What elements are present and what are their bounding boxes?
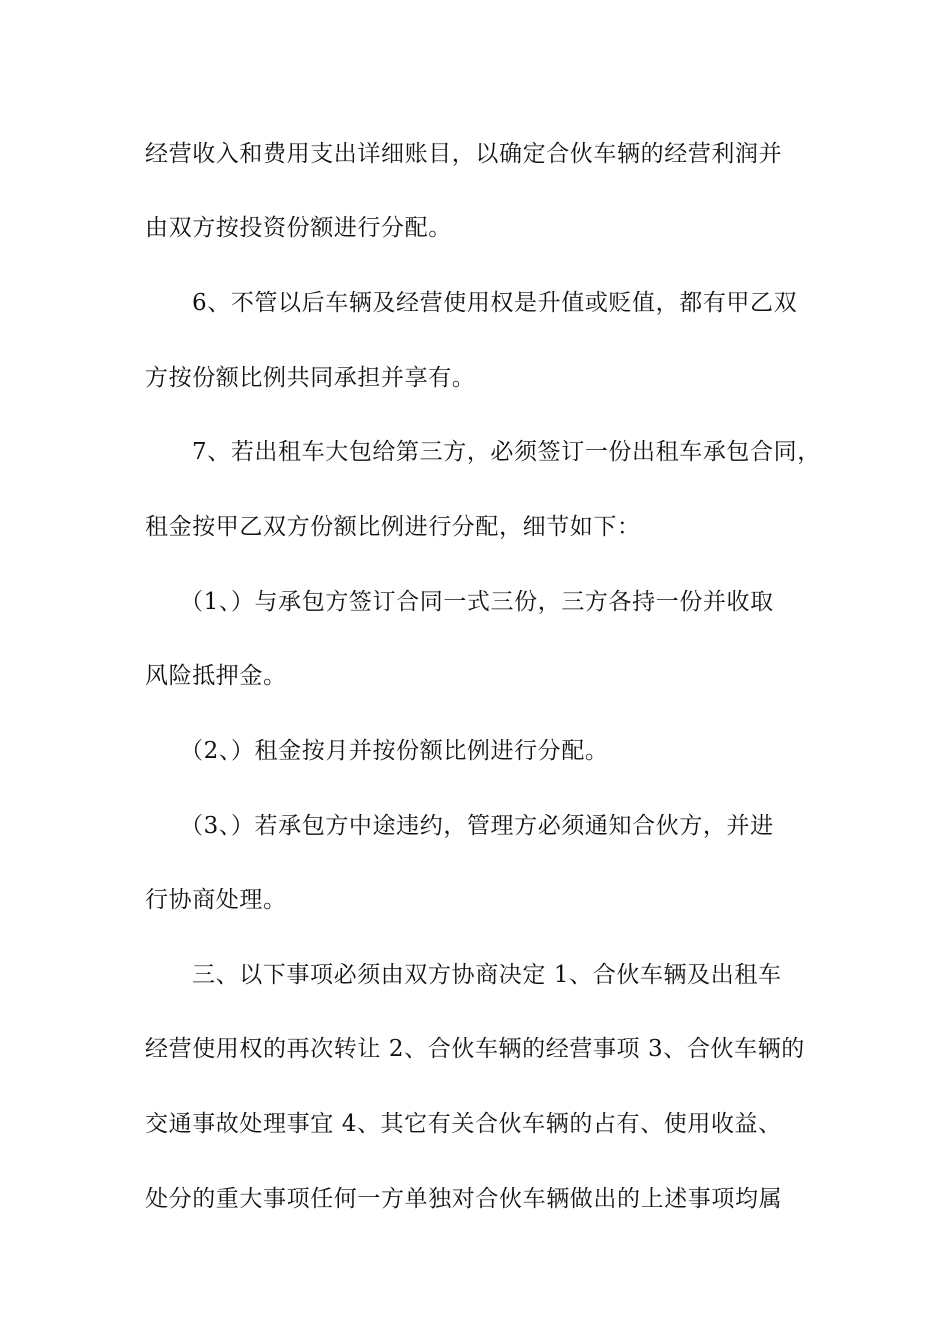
text-line: 风险抵押金。	[145, 663, 287, 689]
text-line: 交通事故处理事宜 4、其它有关合伙车辆的占有、使用收益、	[145, 1111, 782, 1137]
text-line: 方按份额比例共同承担并享有。	[145, 365, 476, 391]
text-line: 由双方按投资份额进行分配。	[145, 215, 452, 241]
text-line: （2、）租金按月并按份额比例进行分配。	[180, 738, 609, 764]
text-line: 经营收入和费用支出详细账目，以确定合伙车辆的经营利润并	[145, 141, 783, 167]
text-line: （3、）若承包方中途违约，管理方必须通知合伙方，并进	[180, 813, 774, 839]
text-line: 经营使用权的再次转让 2、合伙车辆的经营事项 3、合伙车辆的	[145, 1036, 805, 1062]
text-line: 6、不管以后车辆及经营使用权是升值或贬值，都有甲乙双	[192, 290, 798, 316]
text-line: 处分的重大事项任何一方单独对合伙车辆做出的上述事项均属	[145, 1186, 783, 1212]
text-line: 行协商处理。	[145, 887, 287, 913]
text-line: 租金按甲乙双方份额比例进行分配，细节如下：	[145, 514, 641, 540]
text-line: （1、）与承包方签订合同一式三份，三方各持一份并收取	[180, 589, 774, 615]
text-line: 三、以下事项必须由双方协商决定 1、合伙车辆及出租车	[192, 962, 782, 988]
text-line: 7、若出租车大包给第三方，必须签订一份出租车承包合同，	[192, 439, 821, 465]
